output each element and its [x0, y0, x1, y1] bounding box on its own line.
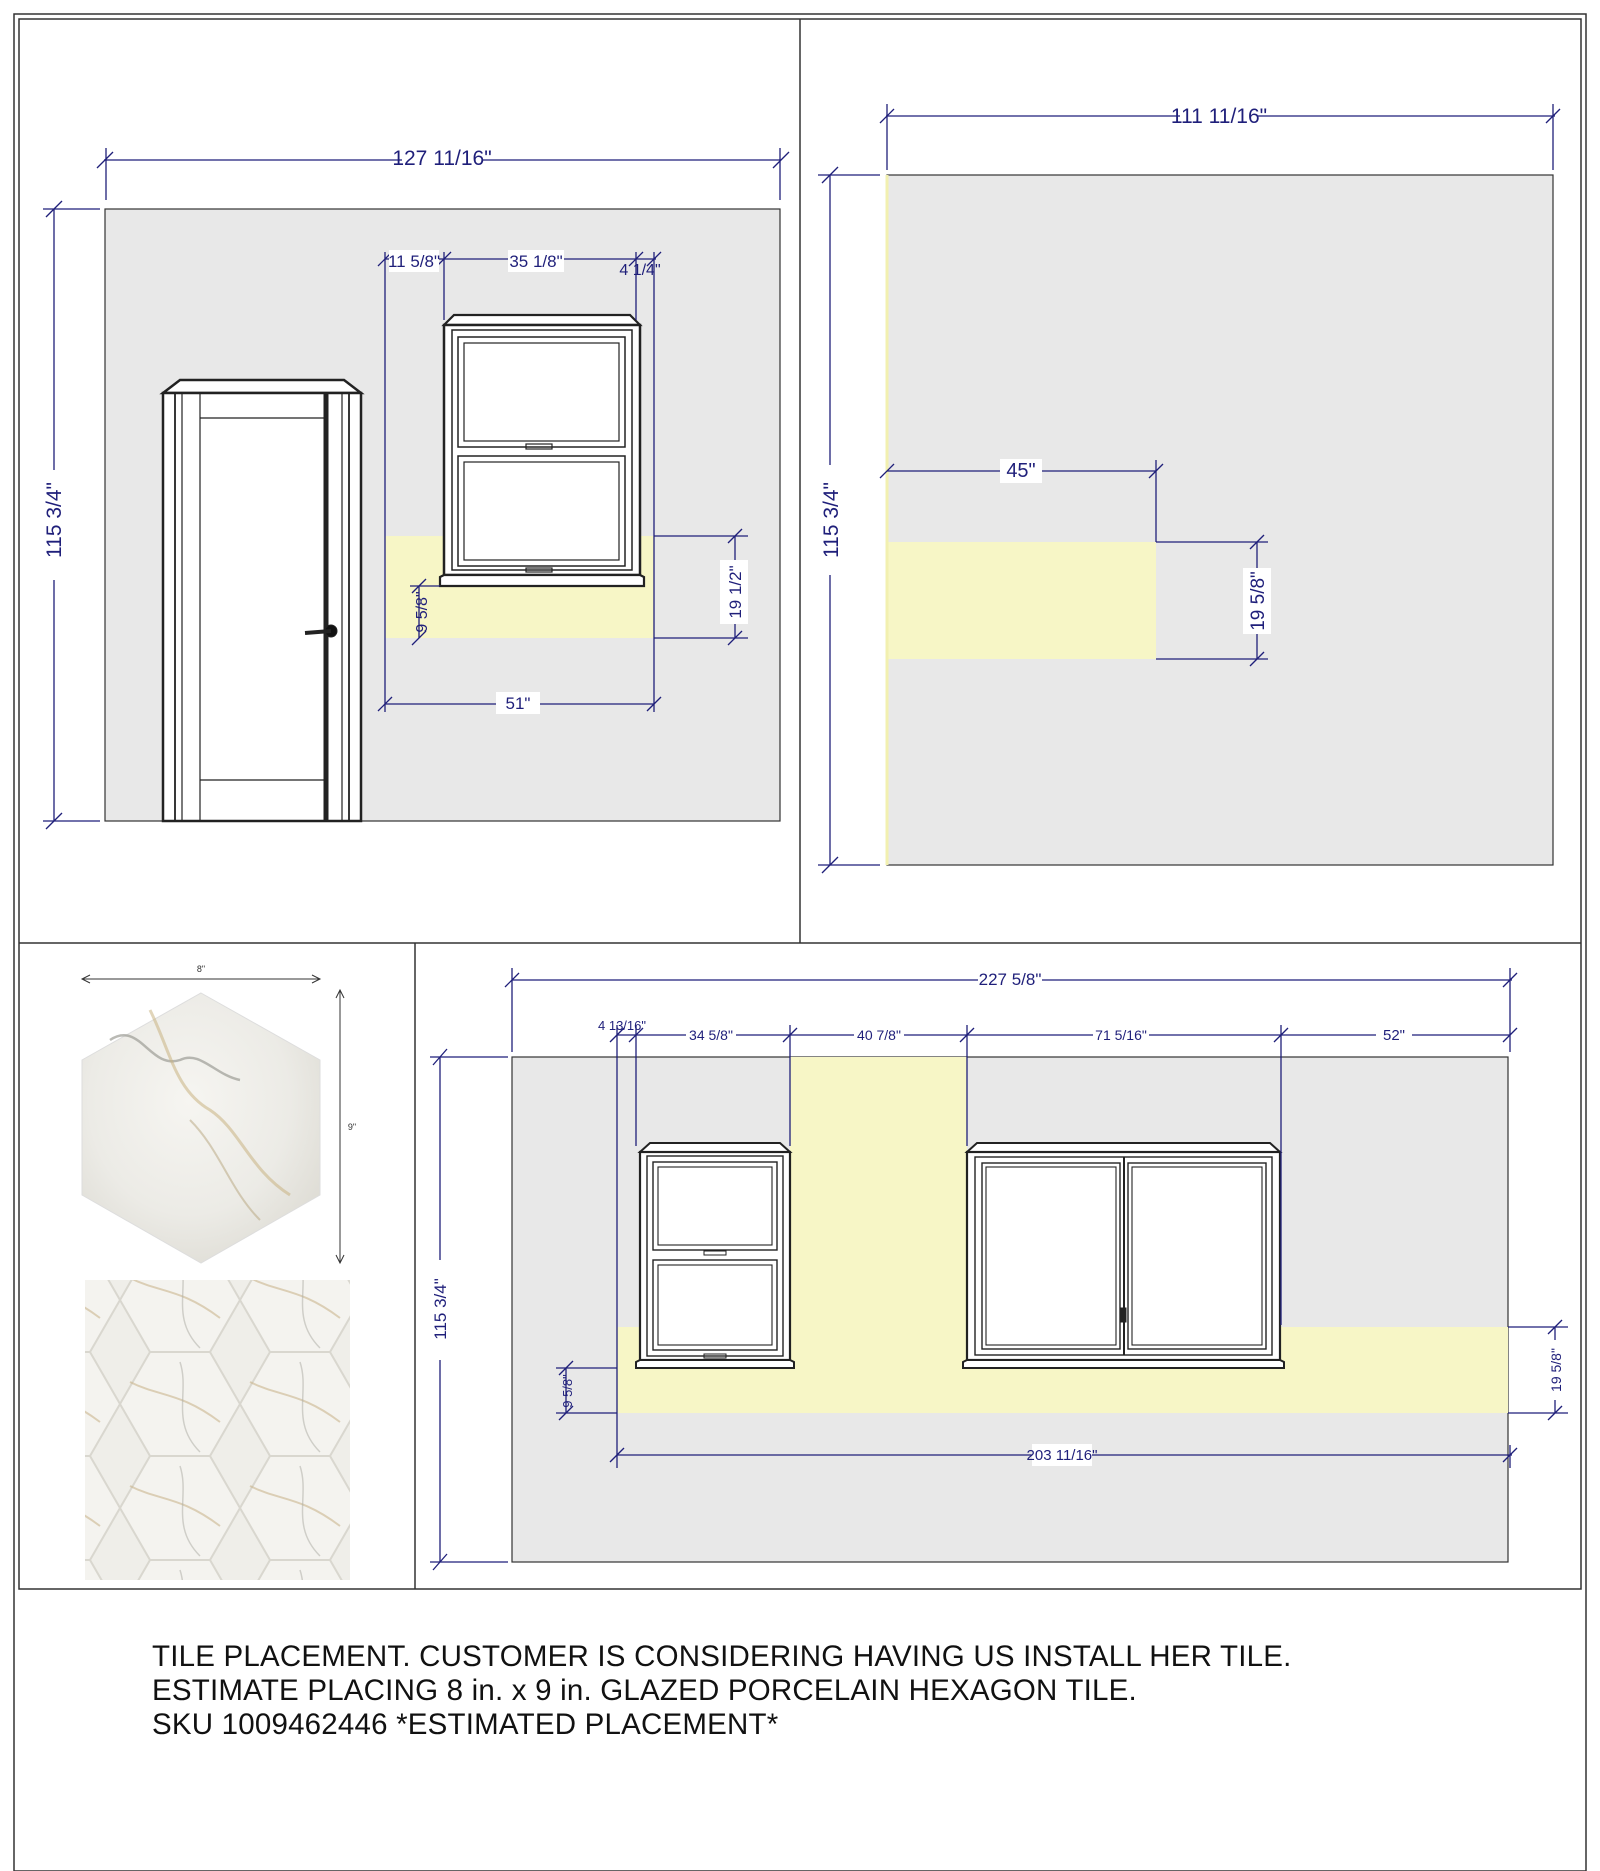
segment-4-label: 71 5/16" — [1095, 1027, 1147, 1043]
hexagon-tile-image — [82, 993, 320, 1263]
elevation-3 — [428, 968, 1568, 1570]
note-line-3: SKU 1009462446 *ESTIMATED PLACEMENT* — [152, 1708, 779, 1741]
overall-width-label: 111 11/16" — [1170, 105, 1268, 128]
overall-height-label: 115 3/4" — [431, 1278, 450, 1340]
tile-height-label: 9" — [347, 1122, 357, 1132]
door — [163, 380, 361, 821]
note-line-2: ESTIMATE PLACING 8 in. x 9 in. GLAZED PORCELAIN HEXAGON TILE. — [152, 1674, 1137, 1707]
segment-1-label: 4 13/16" — [598, 1018, 646, 1033]
tile-width-label: 51" — [505, 694, 531, 713]
tile-height-label: 19 1/2" — [726, 565, 745, 619]
overall-width-label: 227 5/8" — [978, 970, 1042, 989]
tile-sample — [82, 964, 356, 1580]
placement-notes — [152, 1640, 1552, 1742]
elevation-1 — [40, 144, 789, 829]
tile-width-label: 45" — [1006, 460, 1036, 482]
hexagon-tile-pattern-image — [85, 1280, 350, 1580]
left-offset-label: 11 5/8" — [387, 252, 441, 271]
overall-width-label: 127 11/16" — [392, 147, 492, 170]
segment-2-label: 34 5/8" — [689, 1027, 733, 1043]
tile-area-2 — [887, 542, 1156, 659]
sill-height-label: 9 5/8" — [414, 591, 431, 633]
window-3 — [963, 1143, 1284, 1368]
tile-height-label: 19 5/8" — [1248, 571, 1269, 631]
window-1 — [440, 315, 644, 586]
segment-5-label: 52" — [1382, 1027, 1406, 1044]
overall-height-label: 115 3/4" — [820, 482, 843, 558]
sill-height-label: 9 5/8" — [560, 1374, 575, 1408]
tile-area-3-column — [790, 1057, 967, 1327]
note-line-1: TILE PLACEMENT. CUSTOMER IS CONSIDERING HAVING US INSTALL HER TILE. — [152, 1640, 1292, 1673]
segment-3-label: 40 7/8" — [857, 1027, 901, 1043]
tile-width-label: 8" — [196, 964, 206, 974]
tile-width-label: 203 11/16" — [1026, 1447, 1098, 1464]
elevation-2 — [816, 102, 1560, 873]
right-offset-label: 4 1/4" — [619, 262, 661, 279]
window-width-label: 35 1/8" — [509, 252, 563, 271]
overall-height-label: 115 3/4" — [43, 482, 66, 558]
tile-height-label: 19 5/8" — [1548, 1348, 1564, 1392]
wall-2 — [887, 175, 1553, 865]
window-2 — [636, 1143, 794, 1368]
